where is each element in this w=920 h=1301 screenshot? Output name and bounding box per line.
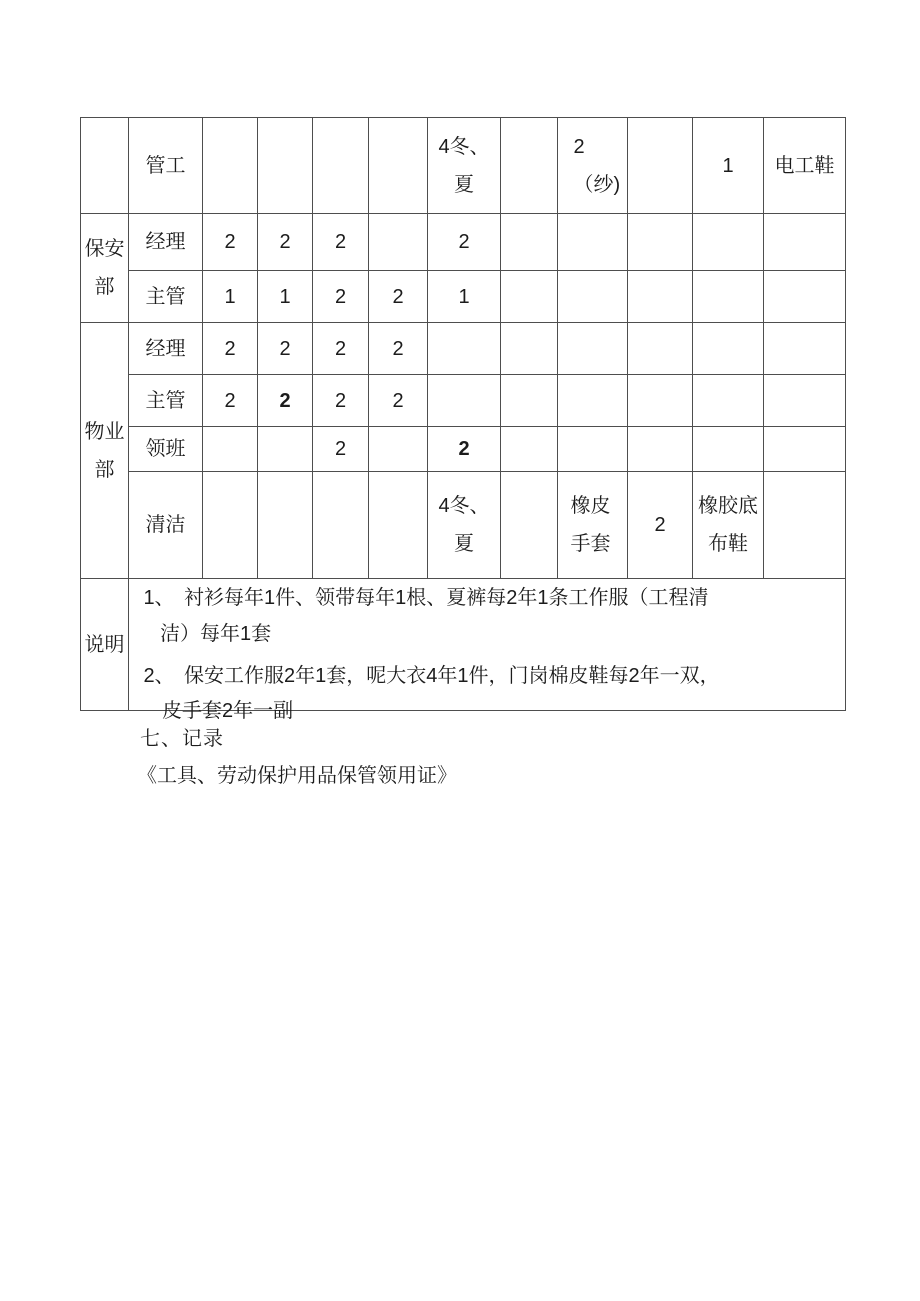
value-cell: 2 (428, 214, 501, 271)
table-row-wuye-qingjie (81, 472, 846, 579)
value-cell: 2 (258, 375, 313, 427)
position-cell: 管工 (129, 118, 203, 214)
value-cell (428, 375, 501, 427)
cell-text: 橡胶底布鞋 (698, 495, 758, 555)
value-cell: 2 (313, 427, 369, 472)
value-cell (203, 472, 258, 579)
table-row-guangong (81, 118, 846, 214)
value-cell (428, 323, 501, 375)
note-number: 1、 (143, 587, 175, 609)
department-cell-wuyebu: 物业部 (81, 323, 129, 579)
value-cell: 2 (258, 214, 313, 271)
value-cell (313, 472, 369, 579)
value-cell (501, 271, 558, 323)
value-cell: 2 (313, 375, 369, 427)
position-cell: 领班 (129, 427, 203, 472)
value-cell (628, 427, 693, 472)
value-cell (764, 214, 846, 271)
table-row-baoan-jingli (81, 214, 846, 271)
value-cell (764, 375, 846, 427)
note-line-4: 皮手套2年一副 (162, 700, 294, 722)
value-cell (764, 271, 846, 323)
value-cell (558, 271, 628, 323)
value-cell (628, 214, 693, 271)
value-cell (258, 427, 313, 472)
value-cell: 2 (428, 427, 501, 472)
value-cell: 2 (313, 323, 369, 375)
value-cell (501, 214, 558, 271)
value-cell: 2 (203, 214, 258, 271)
value-cell: 2 (203, 375, 258, 427)
value-cell: 2 (203, 323, 258, 375)
note-line-3 (134, 664, 720, 688)
position-cell: 清洁 (129, 472, 203, 579)
value-cell: 2 (313, 214, 369, 271)
allocation-table (80, 117, 846, 722)
note-text: 衬衫每年1件、领带每年1根、夏裤每2年1条工作服（工程清 (184, 587, 709, 609)
table-row-wuye-jingli (81, 323, 846, 375)
value-cell (501, 118, 558, 214)
value-cell (203, 118, 258, 214)
item-name-cell: 电工鞋 (764, 118, 846, 214)
note-line-1 (134, 586, 709, 610)
department-cell-baoanbu: 保安部 (81, 214, 129, 323)
value-cell (369, 214, 428, 271)
value-cell: 1 (203, 271, 258, 323)
cell-text: 2（纱) (573, 135, 621, 196)
note-number: 2、 (143, 665, 175, 687)
department-cell-empty (81, 118, 129, 214)
value-cell: 2 (628, 472, 693, 579)
value-cell (693, 323, 764, 375)
position-cell: 经理 (129, 214, 203, 271)
notes-label-cell: 说明 (81, 579, 129, 711)
position-cell: 主管 (129, 271, 203, 323)
item-name-cell (693, 472, 764, 579)
value-cell (428, 472, 501, 579)
value-cell (501, 427, 558, 472)
value-cell (693, 375, 764, 427)
value-cell (558, 375, 628, 427)
value-cell (558, 214, 628, 271)
cell-text: 4冬、夏 (438, 135, 490, 196)
position-cell: 经理 (129, 323, 203, 375)
value-cell (628, 375, 693, 427)
table-row-baoan-zhuguan (81, 271, 846, 323)
value-cell (558, 118, 628, 214)
table-row-notes (81, 579, 846, 711)
value-cell (501, 472, 558, 579)
value-cell (369, 427, 428, 472)
value-cell (313, 118, 369, 214)
value-cell: 2 (258, 323, 313, 375)
value-cell (501, 375, 558, 427)
value-cell (628, 271, 693, 323)
value-cell: 1 (258, 271, 313, 323)
value-cell (693, 427, 764, 472)
item-name-cell (558, 472, 628, 579)
table-row-wuye-zhuguan (81, 375, 846, 427)
value-cell (558, 323, 628, 375)
value-cell (693, 271, 764, 323)
cell-text: 橡皮手套 (570, 495, 611, 555)
value-cell (258, 472, 313, 579)
value-cell (428, 118, 501, 214)
position-cell: 主管 (129, 375, 203, 427)
value-cell (501, 323, 558, 375)
value-cell (628, 323, 693, 375)
value-cell: 2 (369, 271, 428, 323)
table-row-wuye-lingban (81, 427, 846, 472)
value-cell: 2 (369, 375, 428, 427)
value-cell: 1 (428, 271, 501, 323)
notes-box (129, 579, 845, 722)
value-cell: 2 (369, 323, 428, 375)
section-heading: 七、记录 (140, 728, 224, 750)
record-reference: 《工具、劳动保护用品保管领用证》 (137, 765, 457, 787)
value-cell (764, 427, 846, 472)
cell-text: 4冬、夏 (438, 495, 490, 555)
note-text: 保安工作服2年1套，呢大衣4年1件，门岗棉皮鞋每2年一双， (184, 665, 720, 687)
value-cell (369, 472, 428, 579)
value-cell (628, 118, 693, 214)
value-cell (558, 427, 628, 472)
notes-cell (129, 579, 846, 722)
value-cell: 1 (693, 118, 764, 214)
value-cell (764, 472, 846, 579)
value-cell (258, 118, 313, 214)
value-cell (764, 323, 846, 375)
value-cell (203, 427, 258, 472)
note-line-2: 洁）每年1套 (160, 623, 272, 645)
value-cell: 2 (313, 271, 369, 323)
value-cell (369, 118, 428, 214)
value-cell (693, 214, 764, 271)
